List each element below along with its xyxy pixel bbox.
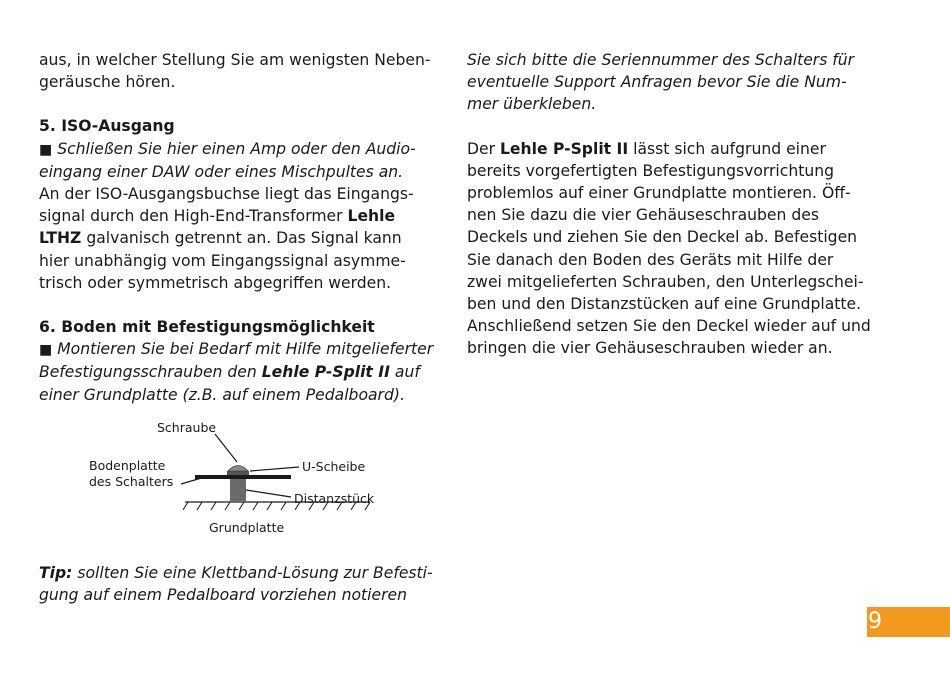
product-name: Lehle P-Split II [261,363,390,382]
tip-line-1 [39,562,459,584]
section-6-line-2 [39,361,439,383]
washer-leader-line [250,467,299,471]
right-column [467,49,887,360]
product-name: Lehle P-Split II [499,139,629,158]
right-paragraph-line: bringen die vier Gehäuseschrauben wieder an. [467,339,833,358]
section-6-heading: 6. Boden mit Befestigungsmöglichkeit [39,318,375,337]
body-text: lässt sich aufgrund einer [633,139,826,158]
washer-shape [227,471,249,475]
right-paragraph-line: Anschließend setzen Sie den Deckel wieder auf und [467,317,871,336]
right-paragraph-line: bereits vorgefertigten Befestigungsvorrichtung [467,161,834,180]
body-text: signal durch den High-End-Transformer [39,207,343,226]
spacer-leader-line [246,490,291,497]
intro-line-2: geräusche hören. [39,73,176,92]
label-ground-plate: Grundplatte [209,520,285,535]
section-6-line-3: einer Grundplatte (z.B. auf einem Pedalboard). [39,385,405,404]
page-number: 9 [868,609,882,634]
left-column [39,49,439,406]
right-paragraph-line-1 [467,138,887,160]
right-paragraph-line: zwei mitgelieferten Schrauben, den Unterlegschei- [467,272,864,291]
section-5-body-5: trisch oder symmetrisch abgegriffen werden. [39,273,392,292]
section-5-instruction-1 [39,138,439,161]
body-text: galvanisch getrennt an. Das Signal kann [86,229,402,248]
instruction-text: Befestigungsschrauben den [39,363,257,382]
section-5-body-3 [39,227,439,249]
instruction-text: auf [394,363,420,382]
label-base-plate-2: des Schalters [89,474,174,489]
tip-label: Tip: [39,564,73,582]
section-5-body-1: An der ISO-Ausgangsbuchse liegt das Eingangs- [39,185,414,204]
screw-leader-line [215,434,237,462]
product-name: Lehle [347,207,396,226]
tip-text: sollten Sie eine Klettband-Lösung zur Befesti- [77,564,433,582]
section-5-instruction-2: eingang einer DAW oder eines Mischpultes an. [39,162,404,181]
right-paragraph-line: problemlos auf einer Grundplatte montieren. Öff- [467,184,851,203]
section-5-body-4: hier unabhängig vom Eingangssignal asymme- [39,251,406,270]
bullet-square-icon: ■ [39,342,53,359]
label-base-plate-1: Bodenplatte [89,458,166,473]
tip-block [39,562,459,606]
tip-line-2: gung auf einem Pedalboard vorziehen notieren [39,586,407,605]
spacer-shape [230,479,246,502]
right-paragraph-line: ben und den Distanzstücken auf eine Grundplatte. [467,295,862,314]
body-text: Der [467,139,496,158]
screw-head-shape [228,466,248,472]
mounting-diagram [80,410,410,540]
intro-line-1: aus, in welcher Stellung Sie am wenigsten Neben- [39,51,431,69]
section-5-heading: 5. ISO-Ausgang [39,117,175,136]
section-5-body-2 [39,205,439,227]
right-paragraph-line: Deckels und ziehen Sie den Deckel ab. Befestigen [467,228,858,247]
product-name: LTHZ [39,229,82,248]
label-spacer: Distanzstück [294,491,375,506]
label-screw: Schraube [157,420,217,435]
right-italic-line-2: eventuelle Support Anfragen bevor Sie die Num- [467,73,847,92]
base-plate-shape [195,475,291,479]
right-paragraph-line: Sie danach den Boden des Geräts mit Hilfe der [467,250,834,269]
label-washer: U-Scheibe [302,459,366,474]
bullet-square-icon: ■ [39,141,53,158]
section-6-line-1 [39,338,439,361]
base-plate-leader-line [181,477,205,484]
right-paragraph-line: nen Sie dazu die vier Gehäuseschrauben des [467,206,819,225]
instruction-text: Schließen Sie hier einen Amp oder den Audio- [57,139,416,158]
right-italic-line-3: mer überkleben. [467,95,597,114]
instruction-text: Montieren Sie bei Bedarf mit Hilfe mitgelieferter [57,340,434,359]
right-italic-line-1: Sie sich bitte die Seriennummer des Schalters für [467,51,855,69]
